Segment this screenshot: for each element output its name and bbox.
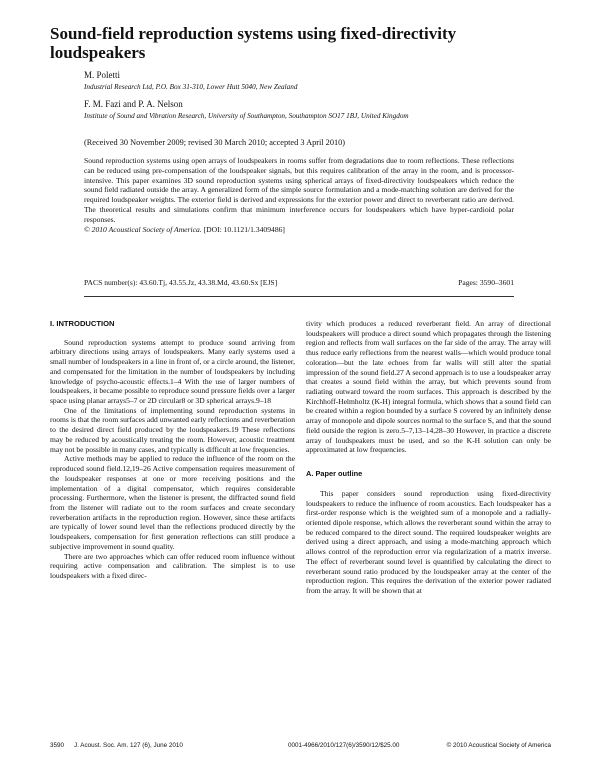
received-dates: (Received 30 November 2009; revised 30 March 2010; accepted 3 April 2010) (84, 138, 346, 147)
abstract-text: Sound reproduction systems using open arrays of loudspeakers in rooms suffer from degradations due to room reflections. These reflections can be reduced using pre-compensation of the loudspeaker signals, but this requires calibration of the array in the room, and is processor-intensive. This paper examines 3D sound reproduction systems using spherical arrays of fixed-directivity loudspeakers which reduce the sound field radiated outside the array. A generalized form of the simple source formulation and a mode-matching solution are derived for the required loudspeaker weights. The exterior field is derived and expressions for the exterior power and direct to reverberant ratio are derived. The theoretical results and simulations confirm that minimum interference occurs for loudspeakers which have hyper-cardioid polar responses. (84, 156, 514, 224)
left-column (50, 319, 295, 581)
subsection-heading-paper-outline: A. Paper outline (306, 469, 363, 479)
page-range: Pages: 3590–3601 (458, 278, 514, 287)
author-poletti: M. Poletti (84, 70, 121, 80)
section-heading-introduction: I. INTRODUCTION (50, 319, 115, 328)
pacs-numbers: PACS number(s): 43.60.Tj, 43.55.Jz, 43.38.Md, 43.60.Sx [EJS] (84, 278, 278, 287)
footer-issn: 0001-4966/2010/127(6)/3590/12/$25.00 (288, 742, 400, 749)
doi[interactable]: [DOI: 10.1121/1.3409486] (203, 224, 285, 234)
abstract (84, 156, 514, 234)
outline-paragraph: This paper considers sound reproduction using fixed-directivity loudspeakers to reduce the influence of room acoustics. Each loudspeaker has a first-order response which is the weighted sum of a monopole and a radially-oriented dipole response, which allows the reverberant sound within the array to be reduced compared to the direct sound. The required loudspeaker weights are derived using a direct approach, and using a mode-matching approach which allows control of the reproduction error via regularization of a matrix inverse. The effect of reverberant sound level is quantified by calculating the direct to reverberant sound ratio produced by the loudspeaker array at the center of the reproduction region. This requires the derivation of the exterior power radiated from the array. It will be shown that at (306, 488, 551, 595)
intro-paragraph-4: There are two approaches which can offer reduced room influence without requiring active compensation and calibration. The simplest is to use loudspeakers with a fixed direc- (50, 551, 295, 580)
author-fazi-nelson: F. M. Fazi and P. A. Nelson (84, 99, 183, 109)
affiliation-irl: Industrial Research Ltd, P.O. Box 31-310, Lower Hutt 5040, New Zealand (84, 83, 298, 91)
pacs-line (84, 278, 514, 287)
intro-paragraph-1: Sound reproduction systems attempt to produce sound arriving from arbitrary directions using arrays of loudspeakers. Many early systems used a small number of loudspeakers in a line in front of, or a circle around, the listener, and compensated for the limitation in the number of loudspeakers by including knowledge of psycho-acoustic effects.1–4 With the use of larger numbers of loudspeakers, it became possible to reproduce sound pressure fields over a larger space using planar arrays5–7 or 2D circular8 or 3D spherical arrays.9–18 (50, 337, 295, 406)
footer-journal: J. Acoust. Soc. Am. 127 (6), June 2010 (74, 742, 183, 749)
footer-page-number: 3590 (50, 742, 65, 749)
affiliation-isvr: Institute of Sound and Vibration Research, University of Southampton, Southampton SO17 1BJ, United Kingdom (84, 112, 409, 120)
paper-title: Sound-field reproduction systems using fixed-directivity loudspeakers (50, 24, 457, 62)
intro-paragraph-2: One of the limitations of implementing sound reproduction systems in rooms is that the room surfaces add unwanted early reflections and reverberation to the desired direct field produced by the loudspeakers.19 These reflections may be reduced by acoustically treating the room. However, acoustic treatment may not be possible in many cases, and typically is difficult at low frequencies. (50, 405, 295, 454)
intro-paragraph-3: Active methods may be applied to reduce the influence of the room on the reproduced sound field.12,19–26 Active compensation requires measurement of the loudspeaker responses at one or more receiving positions and the implementation of a digital compensator, which requires considerable processing. Furthermore, when the listener is present, the diffracted sound field from the listener will radiate out to the room surfaces and create secondary reverberation artifacts in the reproduction region. However, since these artifacts are typically of lower sound level than the reflections produced directly by the loudspeakers, compensation for first generation reflections can still produce a subjective improvement in sound quality. (50, 454, 295, 551)
intro-paragraph-continued: tivity which produces a reduced reverberant field. An array of directional loudspeakers will produce a direct sound which propagates through the listening region and reflects from wall surfaces on the far side of the array. The array will thus reduce early reflections from the nearest walls—which would produce tonal coloration—but the late echoes from far walls will still alter the spatial impression of the sound field.27 A second approach is to use a loudspeaker array that creates a sound field within the array, but which prevents sound from radiating outward toward the room surfaces. This approach is described by the Kirchhoff-Helmholtz (K-H) integral formula, which shows that a sound field can be created within a region bounded by a surface S covered by an infinitely dense array of monopole and dipole sources normal to the surface S, and that the sound field outside the region is zero.5–7,13–14,28–30 However, in practice a discrete array of loudspeakers must be used, and so the K-H solution can only be approximated at low frequencies. (306, 319, 551, 455)
header-divider (84, 296, 514, 297)
copyright-line: © 2010 Acoustical Society of America. (84, 224, 202, 234)
right-column (306, 319, 551, 596)
footer-copyright: © 2010 Acoustical Society of America (446, 742, 551, 749)
